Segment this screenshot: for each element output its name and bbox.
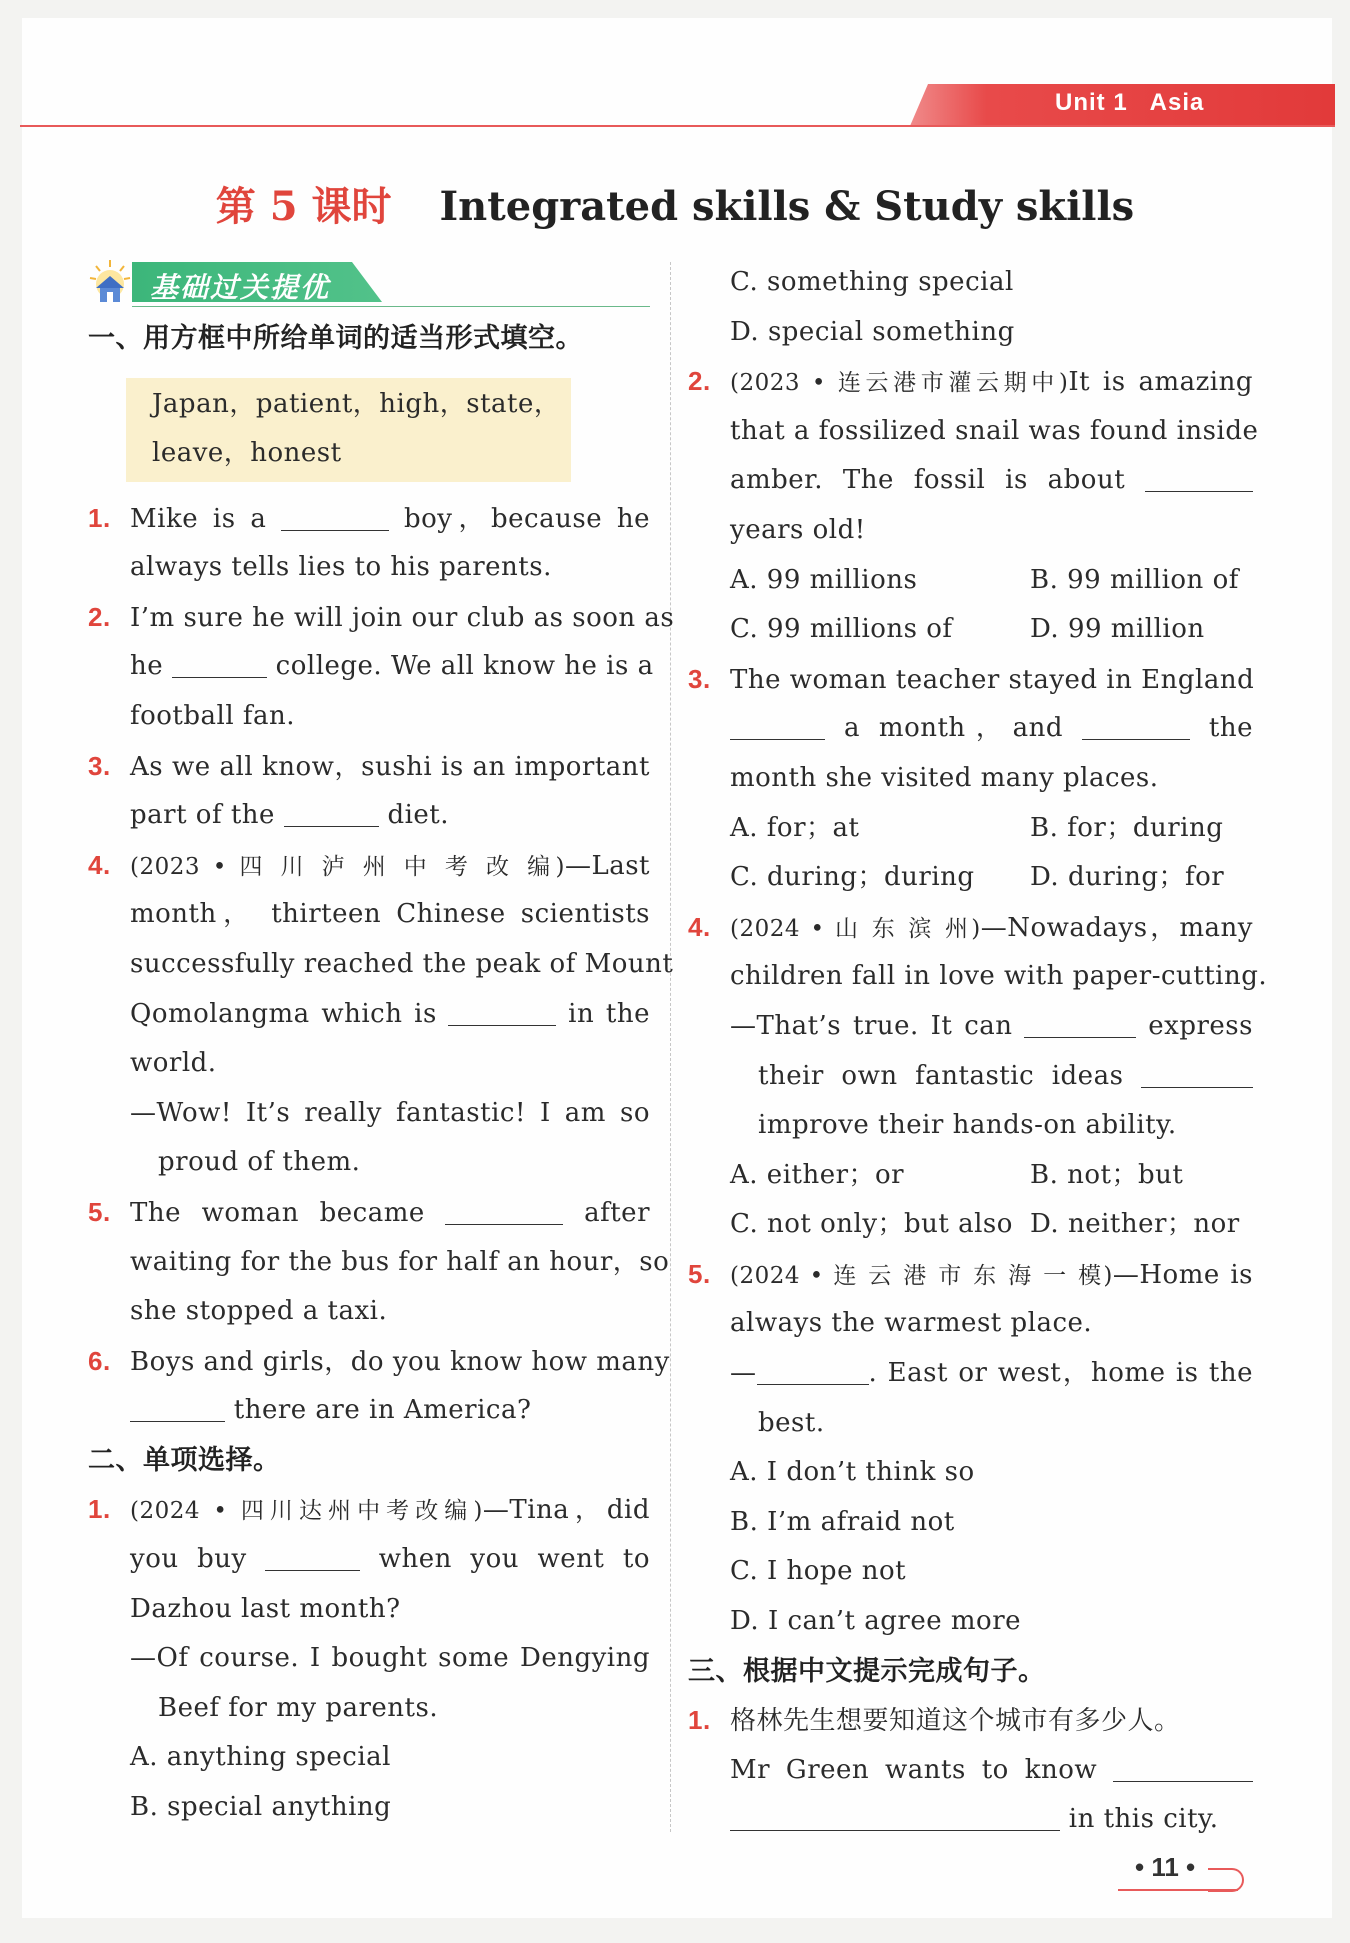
s2-q4-options-ab [688, 1151, 1253, 1201]
s1-q4-line4 [88, 990, 650, 1040]
s2-q1-pre: you buy [130, 1544, 247, 1575]
s2-q4-source: (2024 • 山 东 滨 州) [730, 915, 981, 942]
s1-q5-pre: The woman became [130, 1197, 425, 1228]
s2-q1-line3: Dazhou last month? [130, 1593, 401, 1624]
s2-q5-line1 [688, 1250, 1253, 1300]
s2-q3-post: the [1208, 713, 1254, 744]
s1-q3-post: diet. [387, 800, 450, 831]
lesson-title: Integrated skills & Study skills [439, 183, 1135, 230]
s1-q2-pre: he [130, 651, 164, 682]
s2-q2-line2: that a fossilized snail was found inside [730, 415, 1259, 446]
page-title [0, 175, 1350, 232]
s1-q4-number: 4. [88, 849, 111, 880]
s3-q1-line2 [688, 1746, 1253, 1796]
answer-blank[interactable] [1113, 1751, 1253, 1782]
answer-blank[interactable] [1145, 461, 1253, 492]
s1-q3-line1 [88, 742, 650, 792]
s2-q4-pre: —That’s true. It can [730, 1010, 1013, 1041]
s2-q3-option-a[interactable]: A. for；at [730, 812, 860, 843]
word-box [126, 378, 571, 482]
s2-q4-option-d[interactable]: D. neither；nor [1030, 1209, 1240, 1240]
header-rule [20, 125, 1335, 127]
badge-text: 基础过关提优 [150, 272, 331, 303]
answer-blank[interactable] [1082, 709, 1190, 740]
s2-q1-option-d[interactable]: D. special something [730, 316, 1015, 347]
word-box-line1: Japan，patient，high，state， [152, 388, 561, 419]
s1-q6-post: there are in America? [233, 1395, 532, 1426]
unit-label [1055, 89, 1204, 117]
page-number-arrow-icon [1208, 1868, 1244, 1892]
s1-q1-line1 [88, 494, 650, 544]
word-box-line2: leave，honest [152, 437, 342, 468]
s1-q2-text: I’m sure he will join our club as soon as [130, 602, 675, 633]
s1-q4-line3: successfully reached the peak of Mount [130, 948, 674, 979]
s2-q5-option-b[interactable]: B. I’m afraid not [730, 1506, 955, 1537]
house-icon [88, 258, 132, 306]
s2-q2-line4: years old! [730, 514, 866, 545]
s3-q1-chinese: 格林先生想要知道这个城市有多少人。 [730, 1706, 1181, 1737]
s1-q4-line1 [88, 841, 650, 891]
s1-q4-text: —Last [564, 850, 650, 881]
s2-q5-line4: best. [758, 1407, 825, 1438]
section3-heading: 三、根据中文提示完成句子。 [688, 1655, 1046, 1686]
s2-q2-line3 [688, 456, 1253, 506]
s2-q4-number: 4. [688, 911, 711, 942]
s2-q4-option-b[interactable]: B. not；but [1030, 1159, 1184, 1190]
right-column [688, 258, 1268, 1845]
s2-q1-option-b[interactable]: B. special anything [130, 1792, 392, 1823]
s2-q3-line1 [688, 655, 1253, 705]
s1-q1-number: 1. [88, 502, 111, 533]
s2-q4-post: express [1148, 1010, 1253, 1041]
s2-q5-post: . East or west，home is the [868, 1358, 1253, 1389]
s2-q2-pre: amber. The fossil is about [730, 465, 1126, 496]
s1-q3-line2 [88, 791, 650, 841]
left-column [88, 258, 675, 1833]
s2-q4-line3 [688, 1002, 1253, 1052]
s2-q2-source: (2023 • 连云港市灌云期中) [730, 370, 1069, 397]
lesson-number: 第 5 课时 [215, 183, 392, 230]
s1-q5-line2: waiting for the bus for half an hour，so [130, 1246, 670, 1277]
s1-q2-line3: football fan. [130, 700, 296, 731]
s2-q2-options-ab [688, 556, 1253, 606]
answer-blank[interactable] [1024, 1007, 1136, 1038]
s2-q5-option-a[interactable]: A. I don’t think so [730, 1457, 975, 1488]
answer-blank[interactable] [1141, 1057, 1253, 1088]
s2-q4-option-c[interactable]: C. not only；but also [730, 1209, 1013, 1240]
s2-q4-line2: children fall in love with paper-cutting. [730, 961, 1268, 992]
s2-q4-line4 [688, 1052, 1253, 1102]
s1-q3-number: 3. [88, 750, 111, 781]
s2-q2-option-c[interactable]: C. 99 millions of [730, 614, 953, 645]
s2-q2-option-d[interactable]: D. 99 million [1030, 614, 1205, 645]
s2-q3-options-cd [688, 853, 1253, 903]
s2-q5-line3 [688, 1349, 1253, 1399]
answer-blank[interactable] [281, 500, 389, 531]
s1-q5-post: after [584, 1197, 650, 1228]
s1-q2-post: college. We all know he is a [275, 651, 654, 682]
s1-q4-pre: Qomolangma which is [130, 998, 437, 1029]
s2-q1-source: (2024 • 四川达州中考改编) [130, 1498, 483, 1525]
section1-heading: 一、用方框中所给单词的适当形式填空。 [88, 323, 583, 353]
answer-blank[interactable] [265, 1540, 360, 1571]
answer-blank[interactable] [757, 1354, 869, 1385]
answer-blank[interactable] [172, 647, 267, 678]
s1-q5-number: 5. [88, 1196, 111, 1227]
s2-q3-mid: a month，and [843, 713, 1063, 744]
s2-q1-option-a[interactable]: A. anything special [130, 1742, 391, 1773]
s2-q2-number: 2. [688, 366, 711, 397]
s2-q5-source: (2024 • 连 云 港 市 东 海 一 模) [730, 1262, 1113, 1289]
s2-q5-dash: — [730, 1358, 757, 1389]
s2-q5-line2: always the warmest place. [730, 1308, 1093, 1339]
s1-q6-text: Boys and girls，do you know how many [130, 1346, 670, 1377]
s2-q1-line2 [88, 1535, 650, 1585]
s1-q3-text: As we all know，sushi is an important [130, 751, 650, 782]
s2-q1-line4: —Of course. I bought some Dengying [130, 1643, 650, 1674]
s2-q2-option-b[interactable]: B. 99 million of [1030, 564, 1239, 595]
s1-q4-line2: month， thirteen Chinese scientists [130, 899, 650, 930]
s2-q2-line1 [688, 357, 1253, 407]
unit-topic: Asia [1149, 89, 1205, 116]
answer-blank[interactable] [284, 796, 379, 827]
s3-q1-line1 [688, 1696, 1253, 1746]
s1-q1-post: boy，because he [403, 503, 651, 534]
s1-q4-line6: —Wow! It’s really fantastic! I am so [130, 1097, 650, 1128]
s2-q4-line1 [688, 903, 1253, 953]
badge-underline [132, 306, 650, 307]
s2-q4-option-a[interactable]: A. either；or [730, 1159, 905, 1190]
s1-q4-post: in the [568, 998, 650, 1029]
s3-q1-line3 [688, 1795, 1253, 1845]
answer-blank[interactable] [130, 1391, 225, 1422]
s3-q1-post: in this city. [1068, 1804, 1219, 1835]
s2-q5-option-c[interactable]: C. I hope not [730, 1556, 907, 1587]
s1-q2-line2 [88, 642, 654, 692]
page-number: • 11 • [1135, 1852, 1196, 1882]
s1-q5-line3: she stopped a taxi. [130, 1296, 388, 1327]
s2-q1-line1 [88, 1485, 650, 1535]
s2-q1-number: 1. [88, 1494, 111, 1525]
s2-q2-text: It is amazing [1068, 367, 1254, 398]
s2-q3-option-c[interactable]: C. during；during [730, 862, 975, 893]
s2-q4-line5: improve their hands-on ability. [758, 1110, 1177, 1141]
s2-q5-option-d[interactable]: D. I can’t agree more [730, 1606, 1022, 1637]
answer-blank[interactable] [445, 1194, 563, 1225]
s2-q1-option-c[interactable]: C. something special [730, 267, 1014, 297]
s1-q6-line2 [88, 1386, 650, 1436]
s2-q3-options-ab [688, 804, 1253, 854]
answer-blank[interactable] [448, 995, 556, 1026]
s2-q3-option-b[interactable]: B. for；during [1030, 812, 1224, 843]
s2-q4-pre4: their own fantastic ideas [758, 1060, 1124, 1091]
s1-q4-line5: world. [130, 1048, 217, 1079]
s2-q1-post: when you went to [378, 1544, 651, 1575]
s1-q3-pre: part of the [130, 800, 275, 831]
unit-number: Unit 1 [1055, 89, 1128, 116]
s3-q1-pre: Mr Green wants to know [730, 1754, 1098, 1785]
section2-heading: 二、单项选择。 [88, 1444, 281, 1475]
s2-q4-text: —Nowadays，many [980, 912, 1253, 943]
s1-q4-line7: proud of them. [158, 1147, 361, 1178]
answer-blank[interactable] [730, 1800, 1060, 1831]
s2-q2-option-a[interactable]: A. 99 millions [730, 564, 918, 595]
s2-q1-line5: Beef for my parents. [158, 1692, 439, 1723]
s2-q1-text: —Tina，did [482, 1495, 651, 1526]
s1-q4-source: (2023 • 四 川 泸 州 中 考 改 编) [130, 853, 565, 880]
s1-q6-number: 6. [88, 1345, 111, 1376]
s2-q2-options-cd [688, 605, 1253, 655]
s2-q5-text: —Home is [1112, 1259, 1253, 1290]
s2-q3-line3: month she visited many places. [730, 762, 1159, 793]
s2-q3-number: 3. [688, 663, 711, 694]
section-badge [88, 258, 650, 310]
answer-blank[interactable] [730, 709, 825, 740]
s1-q5-line1 [88, 1188, 650, 1238]
column-divider [670, 262, 671, 1832]
s2-q3-line2 [688, 704, 1253, 754]
s3-q1-number: 1. [688, 1705, 711, 1736]
s1-q1-line2: always tells lies to his parents. [130, 552, 552, 583]
s1-q6-line1 [88, 1337, 670, 1387]
s1-q2-number: 2. [88, 601, 111, 632]
s2-q4-options-cd [688, 1200, 1253, 1250]
s2-q3-option-d[interactable]: D. during；for [1030, 862, 1225, 893]
s2-q3-text: The woman teacher stayed in England [730, 664, 1255, 695]
s1-q2-line1 [88, 593, 675, 643]
s2-q5-number: 5. [688, 1258, 711, 1289]
s1-q1-pre: Mike is a [130, 503, 267, 534]
